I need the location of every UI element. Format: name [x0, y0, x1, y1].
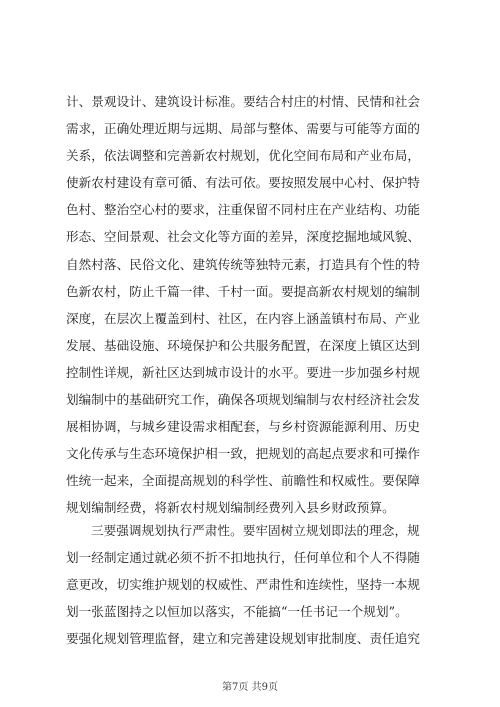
- text-line: 色新农村，防止千篇一律、千村一面。要提高新农村规划的编制: [66, 283, 421, 299]
- text-line: 需求，正确处理近期与远期、局部与整体、需要与可能等方面的: [66, 121, 421, 137]
- text-line: 使新农村建设有章可循、有法可依。要按照发展中心村、保护特: [66, 175, 421, 191]
- text-line: 文化传承与生态环境保护相一致，把规划的高起点要求和可操作: [66, 446, 421, 462]
- text-line-first: 三要强调规划执行严肃性。要牢固树立规划即法的理念，规: [91, 523, 420, 538]
- text-line: 关系，依法调整和完善新农村规划，优化空间布局和产业布局，: [66, 148, 421, 164]
- text-line: 色村、整治空心村的要求，注重保留不同村庄在产业结构、功能: [66, 202, 421, 218]
- text-line: 深度，在层次上覆盖到村、社区，在内容上涵盖镇村布局、产业: [66, 310, 421, 326]
- text-line: 划一经制定通过就必须不折不扣地执行，任何单位和个人不得随: [66, 550, 421, 566]
- text-line: 规划编制经费，将新农村规划编制经费列入县乡财政预算。: [66, 500, 395, 516]
- paragraph-three: [66, 517, 430, 652]
- text-line: 计、景观设计、建筑设计标准。要结合村庄的村情、民情和社会: [66, 94, 421, 109]
- text-line: 划一张蓝图持之以恒加以落实，不能搞“一任书记一个规划”。: [66, 604, 408, 620]
- text-line: 形态、空间景观、社会文化等方面的差异，深度挖掘地域风貌、: [66, 229, 421, 245]
- paragraph-continued: [66, 88, 430, 522]
- page-footer: [0, 678, 500, 693]
- text-line: 发展、基础设施、环境保护和公共服务配置，在深度上镇区达到: [66, 337, 421, 353]
- text-line: 要强化规划管理监督，建立和完善建设规划审批制度、责任追究: [66, 631, 421, 647]
- page-number-label: 第7页 共9页: [222, 682, 278, 693]
- text-line: 意更改，切实维护规划的权威性、严肃性和连续性，坚持一本规: [66, 577, 421, 593]
- text-line: 划编制中的基础研究工作，确保各项规划编制与农村经济社会发: [66, 392, 421, 408]
- text-line: 展相协调，与城乡建设需求相配套，与乡村资源能源利用、历史: [66, 419, 421, 435]
- text-line: 自然村落、民俗文化、建筑传统等独特元素，打造具有个性的特: [66, 256, 421, 272]
- text-line: 控制性详规，新社区达到城市设计的水平。要进一步加强乡村规: [66, 364, 421, 380]
- text-line: 性统一起来，全面提高规划的科学性、前瞻性和权威性。要保障: [66, 473, 421, 489]
